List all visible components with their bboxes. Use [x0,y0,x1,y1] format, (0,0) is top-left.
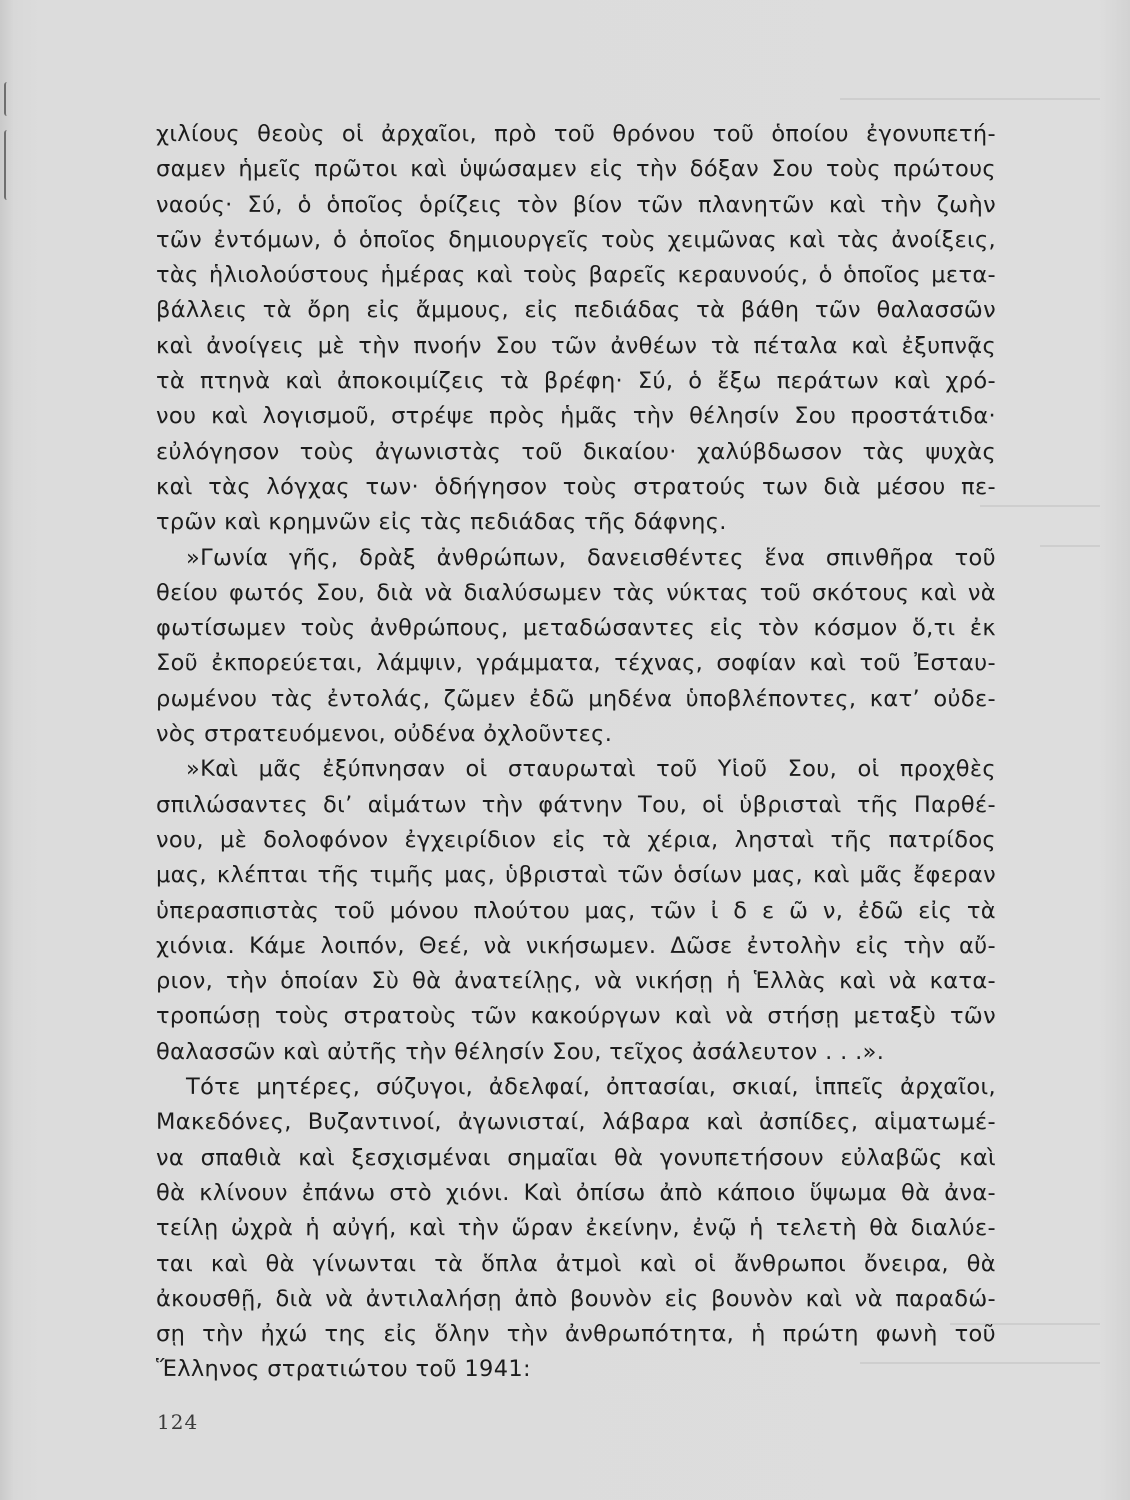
text-line: χιόνια. Κάμε λοιπόν, Θεέ, νὰ νικήσωμεν. Δῶσε ἐντολὴν εἰς τὴν αὔ- [156,932,996,959]
text-line: τείλῃ ὠχρὰ ἡ αὐγή, καὶ τὴν ὥραν ἐκείνην, ἐνῷ ἡ τελετὴ θὰ διαλύε- [156,1215,996,1242]
text-line: σῃ τὴν ἠχώ της εἰς ὅλην τὴν ἀνθρωπότητα, ἡ πρώτη φωνὴ τοῦ [156,1321,996,1348]
text-line: θαλασσῶν καὶ αὐτῆς τὴν θέλησίν Σου, τεῖχος ἀσάλευτον . . .». [156,1038,885,1065]
text-line: σπιλώσαντες δι’ αἱμάτων τὴν φάτνην Του, οἱ ὑβρισταὶ τῆς Παρθέ- [156,791,996,818]
text-line: ται καὶ θὰ γίνωνται τὰ ὅπλα ἀτμοὶ καὶ οἱ ἄνθρωποι ὄνειρα, θὰ [156,1250,996,1277]
text-line: ριον, τὴν ὁποίαν Σὺ θὰ ἀνατείλῃς, νὰ νικήσῃ ἡ Ἑλλὰς καὶ νὰ κατα- [156,968,996,995]
text-line: μας, κλέπται τῆς τιμῆς μας, ὑβρισταὶ τῶν ὁσίων μας, καὶ μᾶς ἔφεραν [156,862,996,889]
text-line: θὰ κλίνουν ἐπάνω στὸ χιόνι. Καὶ ὀπίσω ἀπὸ κάποιο ὕψωμα θὰ ἀνα- [156,1179,996,1206]
text-line: τρῶν καὶ κρημνῶν εἰς τὰς πεδιάδας τῆς δάφνης. [156,509,727,536]
text-line: νου καὶ λογισμοῦ, στρέψε πρὸς ἡμᾶς τὴν θέλησίν Σου προστάτιδα· [156,403,996,430]
text-line: νου, μὲ δολοφόνον ἐγχειρίδιον εἰς τὰ χέρια, λησταὶ τῆς πατρίδος [156,826,996,853]
text-line: φωτίσωμεν τοὺς ἀνθρώπους, μεταδώσαντες εἰς τὸν κόσμον ὅ,τι ἐκ [156,615,996,642]
text-line: ὑπερασπιστὰς τοῦ μόνου πλούτου μας, τῶν ἰ δ ε ῶ ν, ἐδῶ εἰς τὰ [156,897,996,924]
text-line: Ἕλληνος στρατιώτου τοῦ 1941: [156,1356,531,1383]
body-text [156,117,996,1388]
text-line: Σοῦ ἐκπορεύεται, λάμψιν, γράμματα, τέχνας, σοφίαν καὶ τοῦ Ἐσταυ- [156,650,996,677]
text-line: χιλίους θεοὺς οἱ ἀρχαῖοι, πρὸ τοῦ θρόνου τοῦ ὁποίου ἐγονυπετή- [156,121,996,147]
show-through-line [840,98,1100,100]
text-line: τῶν ἐντόμων, ὁ ὁποῖος δημιουργεῖς τοὺς χειμῶνας καὶ τὰς ἀνοίξεις, [156,226,996,253]
text-line: »Γωνία γῆς, δρὰξ ἀνθρώπων, δανεισθέντες ἕνα σπινθῆρα τοῦ [186,544,996,571]
text-line: ναούς· Σύ, ὁ ὁποῖος ὁρίζεις τὸν βίον τῶν πλανητῶν καὶ τὴν ζωὴν [156,191,996,218]
text-line: θείου φωτός Σου, διὰ νὰ διαλύσωμεν τὰς νύκτας τοῦ σκότους καὶ νὰ [156,579,996,606]
text-line: σαμεν ἡμεῖς πρῶτοι καὶ ὑψώσαμεν εἰς τὴν δόξαν Σου τοὺς πρώτους [156,156,996,183]
text-line: καὶ ἀνοίγεις μὲ τὴν πνοήν Σου τῶν ἀνθέων τὰ πέταλα καὶ ἐξυπνᾷς [156,332,996,359]
text-line: τροπώσῃ τοὺς στρατοὺς τῶν κακούργων καὶ νὰ στήσῃ μεταξὺ τῶν [156,1003,996,1030]
show-through-line [980,505,1100,507]
text-line: Τότε μητέρες, σύζυγοι, ἀδελφαί, ὀπτασίαι, σκιαί, ἱππεῖς ἀρχαῖοι, [186,1074,996,1101]
text-line: ρωμένου τὰς ἐντολάς, ζῶμεν ἐδῶ μηδένα ὑποβλέποντες, κατ’ οὐδε- [156,685,996,712]
binding-mark [4,82,12,116]
text-line: Μακεδόνες, Βυζαντινοί, ἀγωνισταί, λάβαρα καὶ ἀσπίδες, αἱματωμέ- [156,1109,996,1136]
text-line: βάλλεις τὰ ὄρη εἰς ἄμμους, εἰς πεδιάδας τὰ βάθη τῶν θαλασσῶν [156,297,996,324]
show-through-line [1040,545,1100,547]
text-line: ἀκουσθῇ, διὰ νὰ ἀντιλαλήσῃ ἀπὸ βουνὸν εἰς βουνὸν καὶ νὰ παραδώ- [156,1285,996,1312]
binding-mark [4,130,12,200]
text-line: »Καὶ μᾶς ἐξύπνησαν οἱ σταυρωταὶ τοῦ Υἱοῦ Σου, οἱ προχθὲς [186,756,996,783]
text-line: εὐλόγησον τοὺς ἀγωνιστὰς τοῦ δικαίου· χαλύβδωσον τὰς ψυχὰς [156,438,996,465]
page-number: 124 [157,1410,199,1434]
text-line: να σπαθιὰ καὶ ξεσχισμέναι σημαῖαι θὰ γονυπετήσουν εὐλαβῶς καὶ [156,1144,996,1171]
text-line: τὰς ἡλιολούστους ἡμέρας καὶ τοὺς βαρεῖς κεραυνούς, ὁ ὁποῖος μετα- [156,262,996,289]
text-line: νὸς στρατευόμενοι, οὐδένα ὀχλοῦντες. [156,721,613,748]
text-line: τὰ πτηνὰ καὶ ἀποκοιμίζεις τὰ βρέφη· Σύ, ὁ ἔξω περάτων καὶ χρό- [156,368,996,395]
text-line: καὶ τὰς λόγχας των· ὁδήγησον τοὺς στρατούς των διὰ μέσου πε- [156,473,996,500]
